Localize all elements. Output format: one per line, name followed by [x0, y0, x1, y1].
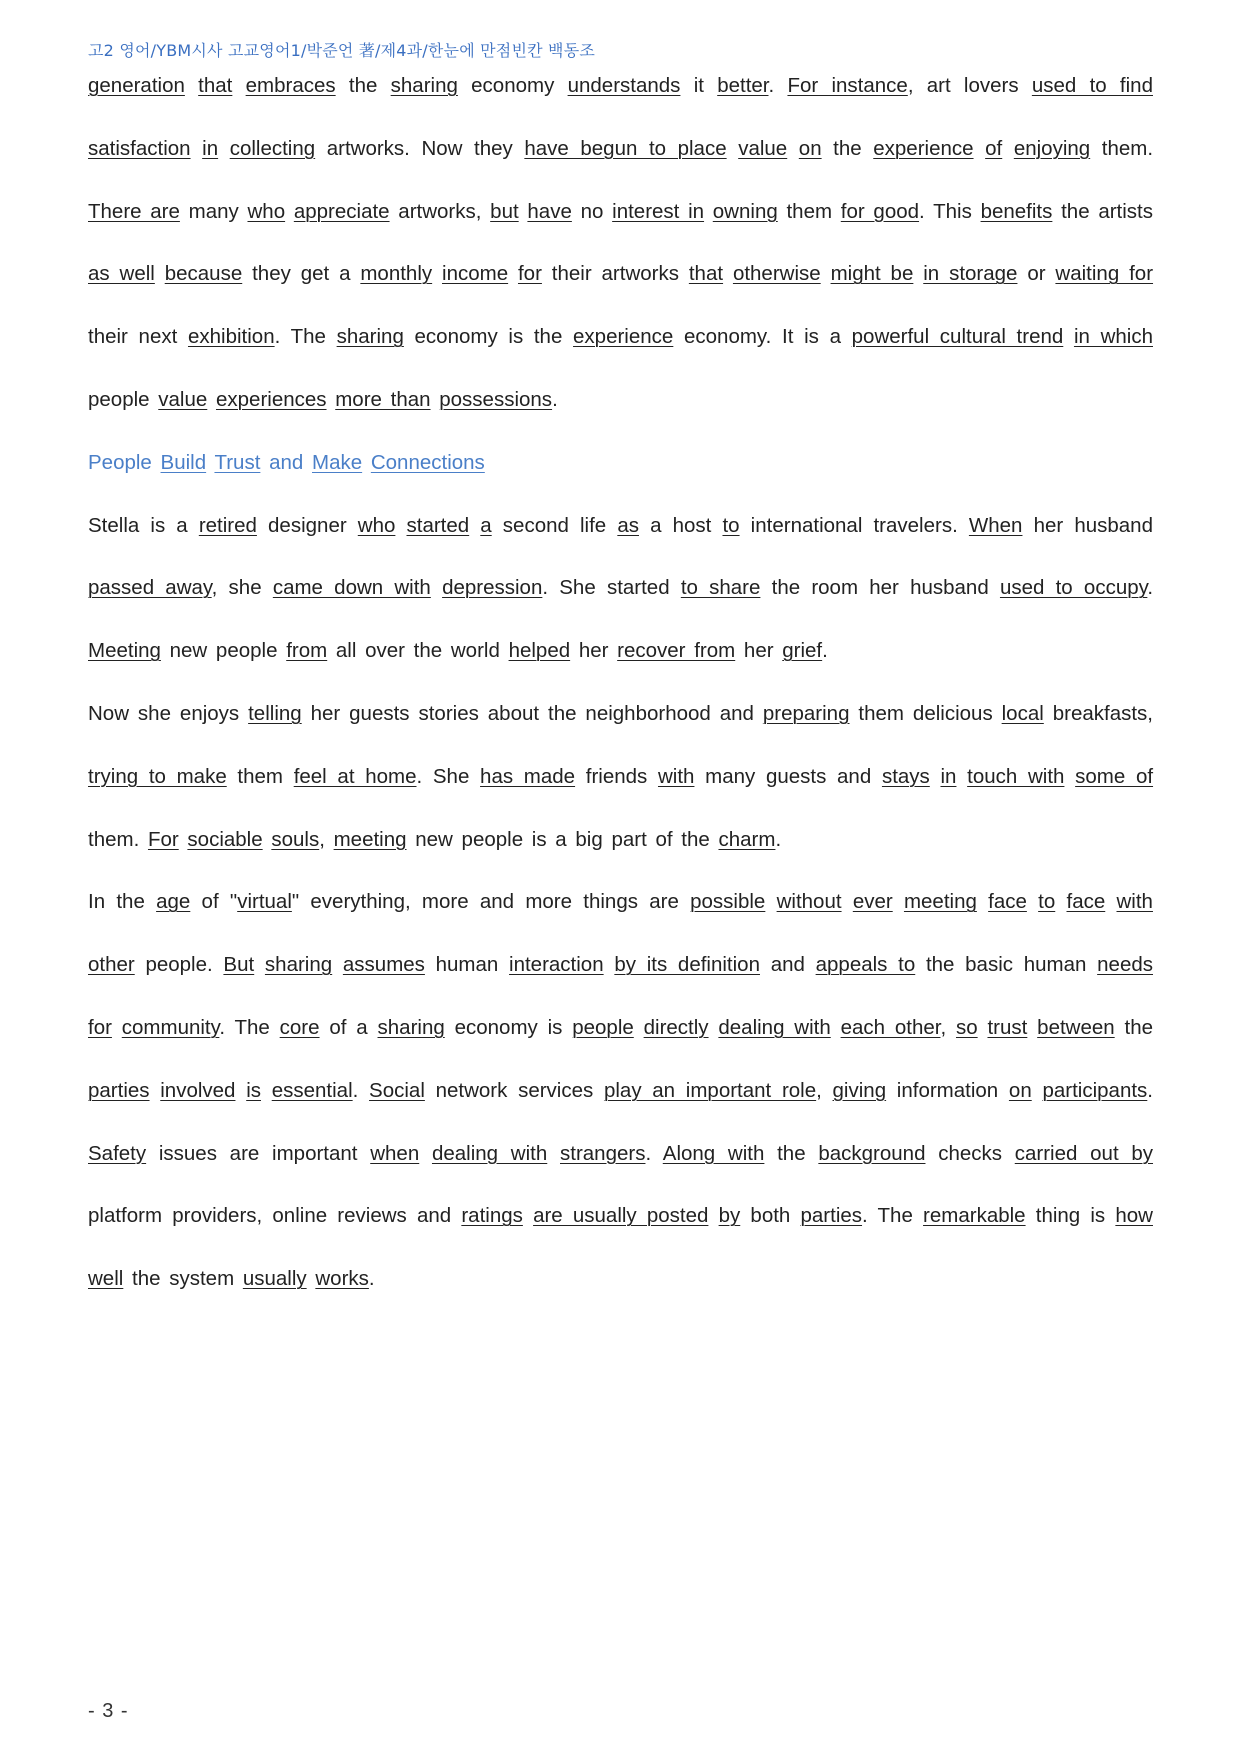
plain-text: human — [424, 953, 510, 977]
underlined-phrase: started — [406, 513, 470, 537]
underlined-phrase: sociable — [187, 827, 263, 851]
plain-text: . She — [416, 764, 481, 788]
plain-text: or — [1017, 262, 1056, 286]
plain-text — [327, 388, 336, 411]
underlined-phrase: without — [776, 890, 842, 914]
plain-text: . — [552, 387, 558, 411]
underlined-phrase: core — [279, 1015, 320, 1039]
underlined-phrase: ever — [852, 890, 893, 914]
plain-text — [332, 953, 343, 976]
underlined-phrase: Trust — [214, 450, 261, 474]
plain-text — [956, 765, 967, 788]
plain-text: , — [816, 1078, 833, 1102]
plain-text — [787, 137, 799, 160]
plain-text: . The — [219, 1015, 280, 1039]
plain-text: of " — [190, 890, 238, 914]
plain-text: economy is — [444, 1015, 573, 1039]
underlined-phrase: as well — [88, 262, 155, 286]
plain-text — [191, 137, 203, 160]
underlined-phrase: trust — [987, 1015, 1028, 1039]
plain-text — [469, 514, 480, 537]
plain-text — [523, 1204, 533, 1227]
plain-text — [395, 514, 406, 537]
underlined-phrase: in — [202, 136, 219, 160]
plain-text — [978, 1016, 988, 1039]
plain-text: people — [88, 387, 159, 411]
plain-text: human — [1023, 953, 1098, 977]
plain-text: both — [740, 1204, 801, 1228]
plain-text: second life — [491, 513, 618, 537]
plain-text: her — [735, 639, 783, 663]
underlined-phrase: giving — [832, 1078, 887, 1102]
plain-text — [112, 1016, 122, 1039]
plain-text: of a — [319, 1015, 378, 1039]
underlined-phrase: But — [223, 953, 255, 977]
underlined-phrase: because — [164, 262, 243, 286]
plain-text — [508, 262, 518, 285]
plain-text — [913, 262, 923, 285]
underlined-phrase: sharing — [390, 74, 458, 97]
underlined-phrase: used to occupy — [999, 576, 1148, 600]
underlined-phrase: feel at home — [293, 764, 417, 788]
plain-text — [831, 1016, 841, 1039]
underlined-phrase: for — [517, 262, 542, 286]
underlined-phrase: well — [88, 1267, 124, 1291]
underlined-phrase: background — [818, 1141, 926, 1165]
plain-text: all over the world — [327, 639, 509, 663]
underlined-phrase: local — [1001, 701, 1044, 725]
plain-text: her guests stories about the neighborhood and — [301, 701, 763, 725]
plain-text: they get a — [242, 262, 361, 286]
underlined-phrase: that — [688, 262, 724, 286]
underlined-phrase: play an important role — [603, 1078, 817, 1102]
plain-text — [704, 200, 713, 223]
underlined-phrase: Build — [160, 450, 207, 474]
underlined-phrase: people — [572, 1015, 634, 1039]
underlined-phrase: retired — [198, 513, 257, 537]
underlined-phrase: to share — [680, 576, 761, 600]
plain-text — [1063, 325, 1074, 348]
plain-text: the — [335, 74, 391, 97]
plain-text: thing is — [1025, 1204, 1116, 1228]
underlined-phrase: remarkable — [923, 1204, 1026, 1228]
plain-text: . The — [274, 325, 337, 349]
plain-text: network services — [424, 1078, 604, 1102]
underlined-phrase: parties — [88, 1078, 150, 1102]
plain-text — [1002, 137, 1014, 160]
underlined-phrase: experience — [873, 136, 974, 160]
underlined-phrase: on — [798, 136, 822, 160]
underlined-phrase: is — [246, 1078, 261, 1102]
underlined-phrase: strangers — [560, 1141, 646, 1165]
plain-text: checks — [925, 1141, 1015, 1165]
underlined-phrase: other — [88, 953, 135, 977]
underlined-phrase: passed away — [88, 576, 212, 600]
underlined-phrase: dealing with — [431, 1141, 548, 1165]
underlined-phrase: monthly — [360, 262, 433, 286]
plain-text: issues are important — [146, 1141, 371, 1165]
underlined-phrase: might be — [830, 262, 914, 286]
underlined-phrase: with — [657, 764, 695, 788]
underlined-phrase: satisfaction — [88, 136, 191, 160]
underlined-phrase: sharing — [264, 953, 333, 977]
plain-text: . — [645, 1141, 663, 1165]
plain-text: . — [822, 639, 828, 663]
underlined-phrase: face — [988, 890, 1027, 914]
plain-text — [261, 1079, 272, 1102]
plain-text: People — [88, 450, 161, 474]
underlined-phrase: understands — [567, 74, 681, 97]
plain-text: Now she enjoys — [88, 701, 249, 725]
underlined-phrase: who — [357, 513, 396, 537]
underlined-phrase: Make — [312, 450, 363, 474]
underlined-phrase: by its definition — [614, 953, 760, 977]
underlined-phrase: assumes — [342, 953, 425, 977]
underlined-phrase: in — [940, 764, 957, 788]
plain-text: friends — [575, 764, 658, 788]
underlined-phrase: face — [1066, 890, 1106, 914]
plain-text: new people is a big part of the — [406, 827, 719, 851]
plain-text — [155, 262, 165, 285]
underlined-phrase: depression — [442, 576, 543, 600]
plain-text — [723, 262, 733, 285]
underlined-phrase: for good — [840, 199, 920, 223]
plain-text: information — [886, 1078, 1009, 1102]
underlined-phrase: There are — [88, 199, 180, 223]
plain-text: , art lovers — [907, 74, 1032, 97]
underlined-phrase: owning — [712, 199, 778, 223]
underlined-phrase: came down with — [272, 576, 431, 600]
underlined-phrase: needs — [1097, 953, 1153, 977]
underlined-phrase: charm — [718, 827, 776, 851]
plain-text — [1064, 765, 1075, 788]
underlined-phrase: When — [968, 513, 1023, 537]
plain-text — [634, 1016, 644, 1039]
underlined-phrase: how — [1115, 1204, 1153, 1228]
plain-text: the — [1114, 1015, 1154, 1039]
underlined-phrase: appeals to — [815, 953, 916, 977]
plain-text — [1032, 1079, 1043, 1102]
document-body — [88, 55, 1153, 1311]
underlined-phrase: meeting — [903, 890, 977, 914]
plain-text — [765, 890, 776, 913]
underlined-phrase: otherwise — [732, 262, 821, 286]
underlined-phrase: appreciate — [293, 199, 390, 223]
underlined-phrase: each other — [840, 1015, 941, 1039]
plain-text: no — [571, 199, 613, 223]
plain-text — [254, 953, 265, 976]
plain-text: her — [1022, 513, 1075, 537]
underlined-phrase: recover from — [617, 639, 736, 663]
section-heading — [88, 432, 1153, 495]
underlined-phrase: some of — [1075, 764, 1154, 788]
underlined-phrase: to — [1038, 890, 1056, 914]
underlined-phrase: sharing — [336, 325, 404, 349]
underlined-phrase: experiences — [215, 387, 327, 411]
underlined-phrase: used to find — [1031, 74, 1153, 97]
plain-text: artworks, — [389, 199, 491, 223]
underlined-phrase: dealing with — [718, 1015, 831, 1039]
plain-text: them. — [1090, 136, 1154, 160]
underlined-phrase: so — [955, 1015, 978, 1039]
plain-text: the artists — [1052, 199, 1153, 223]
underlined-phrase: interaction — [509, 953, 604, 977]
plain-text: husband — [1074, 513, 1153, 537]
underlined-phrase: with — [1116, 890, 1153, 914]
plain-text: economy is the — [403, 325, 574, 349]
plain-text: many — [179, 199, 248, 223]
plain-text: international travelers. — [739, 513, 969, 537]
underlined-phrase: Connections — [370, 450, 485, 474]
plain-text: their next — [88, 325, 188, 349]
plain-text: and — [260, 450, 312, 474]
underlined-phrase: essential — [271, 1078, 353, 1102]
underlined-phrase: preparing — [762, 701, 850, 725]
underlined-phrase: generation — [88, 74, 185, 97]
underlined-phrase: exhibition — [187, 325, 275, 349]
underlined-phrase: on — [1008, 1078, 1032, 1102]
underlined-phrase: when — [370, 1141, 420, 1165]
underlined-phrase: a — [480, 513, 492, 537]
plain-text — [727, 137, 739, 160]
plain-text: , — [940, 1015, 956, 1039]
plain-text — [842, 890, 853, 913]
underlined-phrase: usually — [242, 1267, 307, 1291]
plain-text: . — [775, 827, 782, 851]
plain-text: the room her husband — [760, 576, 1000, 600]
plain-text: her — [570, 639, 618, 663]
plain-text: . The — [862, 1204, 924, 1228]
underlined-phrase: interest in — [612, 199, 705, 223]
underlined-phrase: benefits — [980, 199, 1053, 223]
plain-text: new people — [160, 639, 287, 663]
underlined-phrase: directly — [643, 1015, 709, 1039]
plain-text — [432, 262, 442, 285]
underlined-phrase: by — [718, 1204, 741, 1228]
plain-text: economy — [457, 74, 568, 97]
underlined-phrase: have — [527, 199, 572, 223]
underlined-phrase: from — [286, 639, 328, 663]
plain-text: them — [777, 199, 841, 223]
plain-text: people. — [134, 953, 224, 977]
plain-text: them. — [88, 827, 148, 851]
underlined-phrase: telling — [248, 701, 302, 725]
plain-text — [362, 451, 371, 474]
plain-text — [604, 953, 615, 976]
body-paragraph — [88, 55, 1153, 432]
plain-text: them delicious — [849, 701, 1002, 725]
underlined-phrase: powerful cultural trend — [851, 325, 1064, 349]
plain-text — [235, 1079, 246, 1102]
plain-text: them — [226, 764, 294, 788]
underlined-phrase: embraces — [245, 74, 336, 97]
underlined-phrase: better — [717, 74, 769, 97]
plain-text: it — [680, 74, 718, 97]
plain-text: many guests and — [694, 764, 882, 788]
plain-text: , — [319, 827, 334, 851]
underlined-phrase: participants — [1042, 1078, 1148, 1102]
underlined-phrase: Meeting — [88, 639, 161, 663]
underlined-phrase: experience — [573, 325, 674, 349]
underlined-phrase: meeting — [333, 827, 407, 851]
plain-text — [930, 765, 941, 788]
plain-text: the basic — [915, 953, 1024, 977]
underlined-phrase: that — [198, 74, 233, 97]
plain-text: their artworks — [541, 262, 689, 286]
plain-text: Stella is a — [88, 513, 199, 537]
plain-text: breakfasts, — [1043, 701, 1153, 725]
underlined-phrase: are usually posted — [533, 1204, 709, 1228]
plain-text: the system — [123, 1267, 243, 1291]
plain-text: and — [759, 953, 816, 977]
plain-text — [431, 576, 442, 599]
underlined-phrase: works — [315, 1267, 369, 1291]
underlined-phrase: in storage — [923, 262, 1018, 286]
underlined-phrase: virtual — [237, 890, 292, 914]
underlined-phrase: For — [147, 827, 179, 851]
document-header: 고2 영어/YBM시사 고교영어1/박준언 著/제4과/한눈에 만점빈칸 백동조 — [88, 41, 596, 60]
plain-text — [1105, 890, 1116, 913]
page-number: - 3 - — [88, 1700, 129, 1722]
plain-text — [1055, 890, 1066, 913]
plain-text: artworks. Now they — [315, 136, 525, 160]
underlined-phrase: ratings — [461, 1204, 523, 1228]
plain-text: platform providers, online reviews and — [88, 1204, 462, 1228]
underlined-phrase: more than — [335, 387, 431, 411]
plain-text: , she — [211, 576, 273, 600]
underlined-phrase: involved — [160, 1078, 236, 1102]
plain-text: . — [1147, 576, 1154, 600]
underlined-phrase: value — [738, 136, 788, 160]
underlined-phrase: but — [490, 199, 519, 223]
underlined-phrase: trying to make — [88, 764, 227, 788]
plain-text — [977, 890, 988, 913]
plain-text — [218, 137, 230, 160]
underlined-phrase: waiting for — [1055, 262, 1154, 286]
underlined-phrase: sharing — [377, 1015, 445, 1039]
underlined-phrase: touch with — [967, 764, 1065, 788]
underlined-phrase: possible — [690, 890, 766, 914]
underlined-phrase: age — [156, 890, 191, 914]
plain-text: the — [764, 1141, 819, 1165]
plain-text: . She started — [542, 576, 681, 600]
underlined-phrase: stays — [881, 764, 930, 788]
underlined-phrase: grief — [782, 639, 823, 663]
plain-text: " everything, more and more things are — [291, 890, 691, 914]
plain-text — [207, 388, 216, 411]
body-paragraph — [88, 495, 1153, 683]
underlined-phrase: helped — [508, 639, 571, 663]
underlined-phrase: Along with — [662, 1141, 765, 1165]
plain-text: . — [1147, 1078, 1153, 1102]
underlined-phrase: between — [1037, 1015, 1115, 1039]
plain-text: . — [768, 74, 788, 97]
plain-text — [709, 1016, 719, 1039]
underlined-phrase: has made — [480, 764, 576, 788]
underlined-phrase: to — [722, 513, 740, 537]
plain-text: . — [368, 1267, 375, 1291]
plain-text: . This — [919, 199, 981, 223]
plain-text: the — [821, 136, 874, 160]
plain-text — [547, 1142, 560, 1165]
underlined-phrase: collecting — [229, 136, 316, 160]
underlined-phrase: who — [247, 199, 286, 223]
plain-text — [1027, 890, 1038, 913]
plain-text — [185, 74, 198, 97]
plain-text — [150, 1079, 161, 1102]
underlined-phrase: of — [985, 136, 1003, 160]
underlined-phrase: parties — [800, 1204, 863, 1228]
underlined-phrase: as — [617, 513, 639, 537]
underlined-phrase: for — [88, 1015, 112, 1039]
plain-text: . — [352, 1078, 370, 1102]
underlined-phrase: community — [121, 1015, 220, 1039]
plain-text — [821, 262, 831, 285]
plain-text — [974, 137, 986, 160]
underlined-phrase: souls — [271, 827, 320, 851]
plain-text: designer — [256, 513, 358, 537]
plain-text — [285, 200, 294, 223]
plain-text: In the — [88, 890, 157, 914]
underlined-phrase: Social — [369, 1078, 425, 1102]
underlined-phrase: Safety — [88, 1141, 147, 1165]
plain-text: a host — [638, 513, 723, 537]
underlined-phrase: carried out by — [1014, 1141, 1154, 1165]
plain-text — [419, 1142, 432, 1165]
underlined-phrase: in which — [1073, 325, 1153, 349]
underlined-phrase: have begun to place — [524, 136, 727, 160]
body-paragraph — [88, 683, 1153, 871]
underlined-phrase: value — [158, 387, 208, 411]
plain-text — [431, 388, 440, 411]
plain-text — [893, 890, 904, 913]
plain-text — [232, 74, 245, 97]
body-paragraph — [88, 871, 1153, 1311]
plain-text: economy. It is a — [673, 325, 852, 349]
underlined-phrase: enjoying — [1013, 136, 1091, 160]
underlined-phrase: income — [442, 262, 509, 286]
underlined-phrase: possessions — [439, 387, 553, 411]
plain-text — [1027, 1016, 1037, 1039]
underlined-phrase: For instance — [787, 74, 908, 97]
plain-text — [708, 1204, 718, 1227]
